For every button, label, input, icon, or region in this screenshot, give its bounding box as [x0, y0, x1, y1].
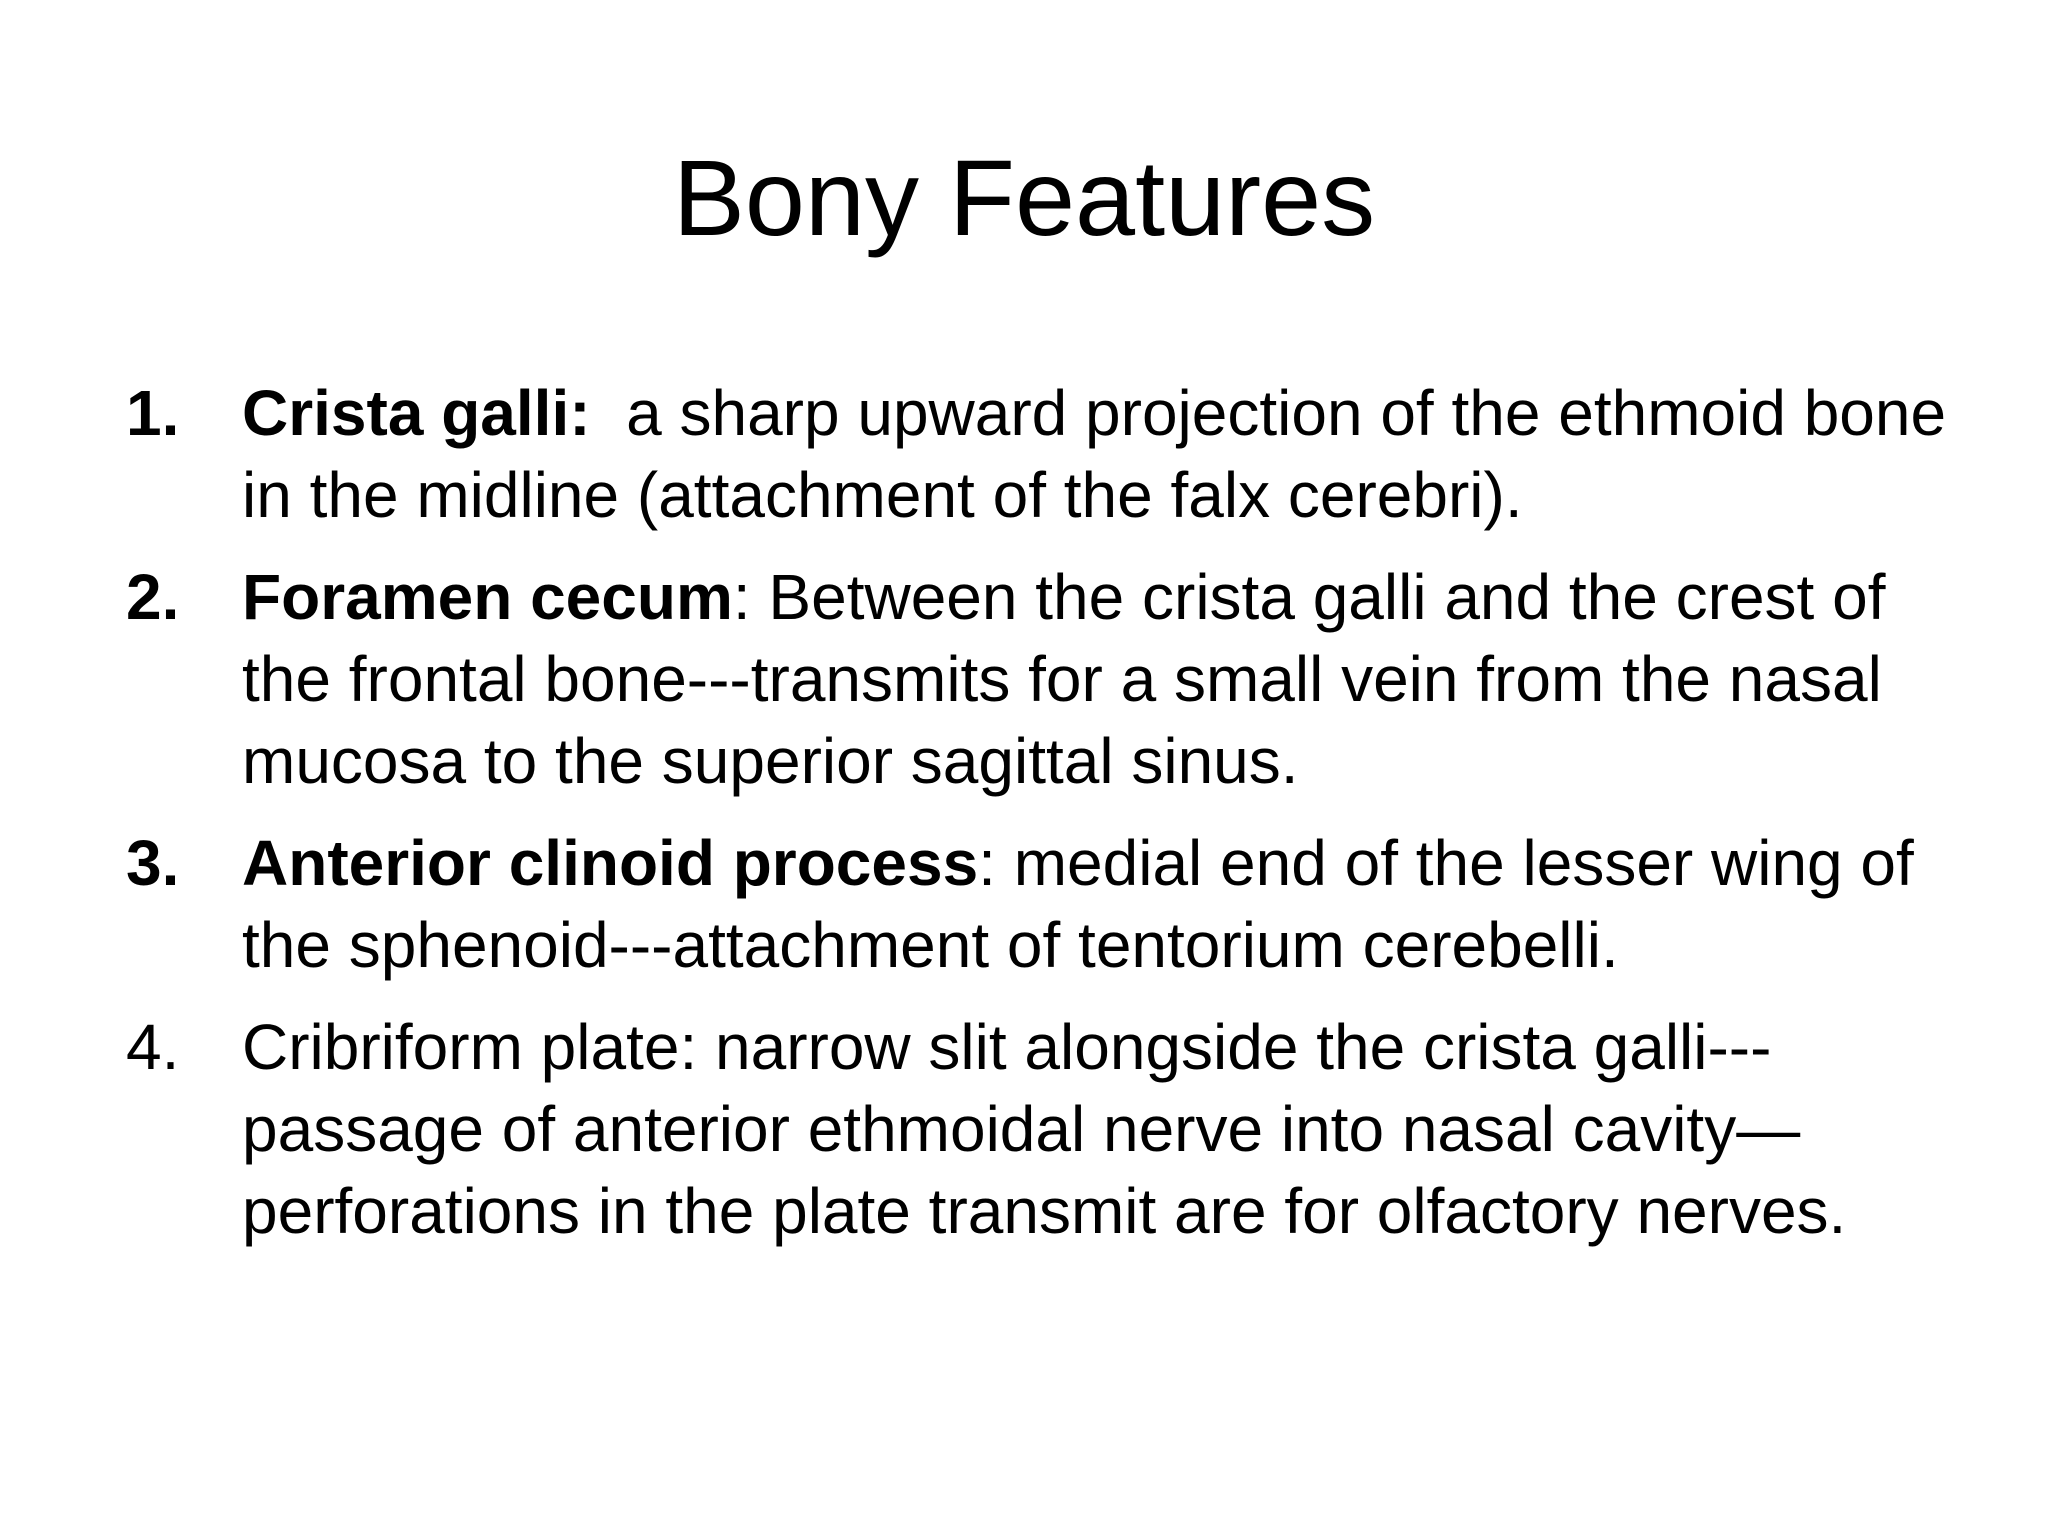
list-number: 1.	[126, 377, 180, 449]
slide-title: Bony Features	[672, 137, 1376, 258]
list-term: Foramen cecum	[242, 561, 733, 633]
list-number: 2.	[126, 561, 180, 633]
list-item-cribriform-plate	[126, 1006, 1986, 1252]
feature-list	[126, 372, 1986, 1272]
list-number: 3.	[126, 827, 180, 899]
list-description: : medial end of the lesser wing of the sphenoid---attachment of tentorium cerebelli.	[242, 827, 1914, 981]
list-description: : Between the crista galli and the crest of the frontal bone---transmits for a small vein from the nasal mucosa to the superior sagittal sinus.	[242, 561, 1886, 797]
list-item-crista-galli	[126, 372, 1986, 536]
list-description: a sharp upward projection of the ethmoid bone in the midline (attachment of the falx cerebri).	[242, 377, 1964, 531]
list-description: Cribriform plate: narrow slit alongside the crista galli---passage of anterior ethmoidal nerve into nasal cavity—perforations in the plate transmit are for olfactory nerves.	[242, 1011, 1847, 1247]
list-item-anterior-clinoid-process	[126, 822, 1986, 986]
list-term: Anterior clinoid process	[242, 827, 979, 899]
list-item-foramen-cecum	[126, 556, 1986, 802]
list-number: 4.	[126, 1011, 180, 1083]
list-term: Crista galli:	[242, 377, 591, 449]
